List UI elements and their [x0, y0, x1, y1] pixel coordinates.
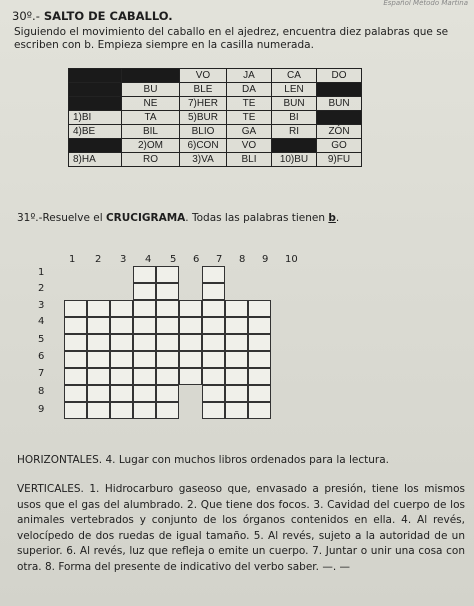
crossword-cell[interactable] [156, 385, 179, 402]
crossword-row-number: 7 [38, 368, 45, 379]
crossword-cell[interactable] [248, 300, 271, 317]
knight-table-dark-cell [69, 139, 122, 153]
verticales-text: 1. Hidrocarburo gaseoso que, envasado a presión, tiene los mismos usos que el gas del alumbrado. 2. Que tiene dos focos. 3. Cavidad del cuerpo de los animales vertebrados y conjunto de los órganos contenidos en ella. 4. Al revés, velocípedo de dos ruedas de igual tamaño. 5. Al revés, sujeto a la autoridad de un superior. 6. Al revés, luz que refleja o emite un cuerpo. 7. Juntar o unir una cosa con otra. 8. Forma del presente de indicativo del verbo saber. —. — [17, 483, 465, 573]
crossword-cell[interactable] [248, 368, 271, 385]
crossword-cell[interactable] [248, 317, 271, 334]
knight-table-cell: ZÓN [317, 125, 362, 139]
crossword-cell[interactable] [225, 300, 248, 317]
knight-table-cell: TA [122, 111, 180, 125]
crossword-cell[interactable] [87, 368, 110, 385]
crossword-cell[interactable] [64, 385, 87, 402]
crossword-cell[interactable] [225, 368, 248, 385]
knight-table-cell: JA [227, 69, 272, 83]
knight-table-cell: BUN [317, 97, 362, 111]
knight-table-row [69, 69, 362, 83]
crossword-column-number: 4 [145, 254, 152, 265]
knight-table-cell: NE [122, 97, 180, 111]
knight-table-cell: 2)OM [122, 139, 180, 153]
crossword-cell[interactable] [133, 402, 156, 419]
knight-table-cell: BU [122, 83, 180, 97]
crossword-row-number: 3 [38, 300, 45, 311]
crossword-column-numbers [0, 254, 474, 268]
knight-table-cell: LEN [272, 83, 317, 97]
knight-table-cell: RO [122, 153, 180, 167]
crossword-cell[interactable] [110, 368, 133, 385]
crossword-column-number: 6 [193, 254, 200, 265]
knight-table-row [69, 111, 362, 125]
crossword-column-number: 9 [262, 254, 269, 265]
knight-table-cell: 6)CON [180, 139, 227, 153]
crossword-cell[interactable] [248, 385, 271, 402]
crossword-cell[interactable] [64, 334, 87, 351]
knight-table-row [69, 153, 362, 167]
crossword-cell[interactable] [156, 317, 179, 334]
crossword-column-number: 2 [95, 254, 102, 265]
knight-table-cell: 10)BU [272, 153, 317, 167]
crossword-cell[interactable] [156, 334, 179, 351]
knight-table-dark-cell [69, 97, 122, 111]
crossword-row-number: 8 [38, 386, 45, 397]
crossword-cell[interactable] [179, 300, 202, 317]
knight-move-table [68, 68, 362, 167]
crossword-column-number: 5 [170, 254, 177, 265]
crossword-cell[interactable] [133, 334, 156, 351]
knight-table-cell: TE [227, 111, 272, 125]
crossword-column-number: 7 [216, 254, 223, 265]
crossword-cell[interactable] [156, 283, 179, 300]
horizontales-label: HORIZONTALES. [17, 454, 103, 466]
crossword-cell[interactable] [110, 334, 133, 351]
crossword-cell[interactable] [179, 351, 202, 368]
crossword-cell[interactable] [202, 300, 225, 317]
knight-table-cell: BUN [272, 97, 317, 111]
crossword-cell[interactable] [202, 385, 225, 402]
crossword-cell[interactable] [133, 385, 156, 402]
crossword-row-number: 4 [38, 316, 45, 327]
knight-table-cell: TE [227, 97, 272, 111]
knight-table-dark-cell [317, 111, 362, 125]
knight-table-cell: BIL [122, 125, 180, 139]
crossword-cell[interactable] [110, 385, 133, 402]
exercise-31-keyword: CRUCIGRAMA [105, 212, 186, 224]
crossword-cell[interactable] [156, 402, 179, 419]
exercise-30-heading [12, 9, 173, 23]
knight-table-cell: RI [272, 125, 317, 139]
crossword-row-number: 5 [38, 334, 45, 345]
exercise-31-heading [17, 212, 339, 224]
crossword-cell[interactable] [87, 317, 110, 334]
crossword-cell[interactable] [87, 402, 110, 419]
crossword-cell[interactable] [64, 317, 87, 334]
crossword-cell[interactable] [64, 351, 87, 368]
horizontal-clues [17, 454, 467, 466]
knight-table-cell: GO [317, 139, 362, 153]
crossword-cell[interactable] [225, 334, 248, 351]
crossword-cell[interactable] [156, 368, 179, 385]
knight-table-row [69, 97, 362, 111]
knight-table-cell: GA [227, 125, 272, 139]
crossword-cell[interactable] [133, 351, 156, 368]
exercise-30-number: 30º.- [12, 9, 40, 23]
crossword-cell[interactable] [110, 300, 133, 317]
knight-table-cell: DO [317, 69, 362, 83]
crossword-row-number: 2 [38, 283, 45, 294]
crossword-cell[interactable] [248, 334, 271, 351]
crossword-cell[interactable] [64, 300, 87, 317]
crossword-cell[interactable] [225, 402, 248, 419]
crossword-column-number: 10 [285, 254, 298, 265]
crossword-cell[interactable] [179, 317, 202, 334]
crossword-column-number: 1 [69, 254, 76, 265]
exercise-31-text-pre: Resuelve el [42, 212, 106, 224]
knight-table-cell: 7)HER [180, 97, 227, 111]
knight-table-dark-cell [122, 69, 180, 83]
knight-table-cell: 3)VA [180, 153, 227, 167]
crossword-cell[interactable] [202, 283, 225, 300]
header-note: Español Método Martina [383, 0, 468, 7]
knight-table-cell: 4)BE [69, 125, 122, 139]
crossword-cell[interactable] [225, 351, 248, 368]
knight-table-cell: 8)HA [69, 153, 122, 167]
knight-table-row [69, 83, 362, 97]
crossword-cell[interactable] [156, 266, 179, 283]
knight-table-cell: BLE [180, 83, 227, 97]
crossword-cell[interactable] [202, 402, 225, 419]
knight-table-cell: 1)BI [69, 111, 122, 125]
verticales-label: VERTICALES. [17, 483, 84, 495]
crossword-cell[interactable] [202, 351, 225, 368]
exercise-31-number: 31º.- [17, 212, 43, 224]
crossword-cell[interactable] [248, 402, 271, 419]
crossword-cell[interactable] [87, 351, 110, 368]
exercise-31-end: . [335, 212, 340, 224]
knight-table-dark-cell [317, 83, 362, 97]
crossword-cell[interactable] [133, 368, 156, 385]
crossword-cell[interactable] [179, 368, 202, 385]
crossword-cell[interactable] [156, 300, 179, 317]
knight-table-cell: CA [272, 69, 317, 83]
crossword-cell[interactable] [156, 351, 179, 368]
crossword-cell[interactable] [202, 334, 225, 351]
crossword-cell[interactable] [87, 334, 110, 351]
knight-table-cell: 5)BUR [180, 111, 227, 125]
crossword-cell[interactable] [64, 402, 87, 419]
crossword-cell[interactable] [225, 317, 248, 334]
knight-table-cell: VO [227, 139, 272, 153]
knight-table-dark-cell [272, 139, 317, 153]
crossword-cell[interactable] [133, 266, 156, 283]
crossword-cell[interactable] [87, 300, 110, 317]
exercise-31-letter: b [328, 212, 336, 224]
crossword-cell[interactable] [179, 334, 202, 351]
knight-table-cell: BLI [227, 153, 272, 167]
crossword-row-number: 9 [38, 404, 45, 415]
crossword-cell[interactable] [202, 368, 225, 385]
exercise-30-title: SALTO DE CABALLO. [43, 9, 173, 23]
knight-table-row [69, 125, 362, 139]
knight-table-dark-cell [69, 69, 122, 83]
crossword-cell[interactable] [202, 317, 225, 334]
crossword-cell[interactable] [64, 368, 87, 385]
horizontales-text: 4. Lugar con muchos libros ordenados para la lectura. [105, 454, 390, 466]
crossword-column-number: 8 [239, 254, 246, 265]
crossword-cell[interactable] [110, 317, 133, 334]
crossword-cell[interactable] [225, 385, 248, 402]
exercise-30-instructions: Siguiendo el movimiento del caballo en el ajedrez, encuentra diez palabras que se escriben con b. Empieza siempre en la casilla numerada. [14, 26, 449, 51]
crossword-cell[interactable] [202, 266, 225, 283]
knight-table-cell: 9)FU [317, 153, 362, 167]
exercise-31-text-post: . Todas las palabras tienen [185, 212, 329, 224]
crossword-column-number: 3 [120, 254, 127, 265]
knight-table-dark-cell [69, 83, 122, 97]
crossword-cell[interactable] [110, 351, 133, 368]
crossword-cell[interactable] [133, 317, 156, 334]
crossword-cell[interactable] [110, 402, 133, 419]
crossword-cell[interactable] [87, 385, 110, 402]
crossword-row-number: 6 [38, 351, 45, 362]
crossword-cell[interactable] [248, 351, 271, 368]
knight-table-row [69, 139, 362, 153]
knight-table-cell: BI [272, 111, 317, 125]
vertical-clues [17, 482, 465, 576]
knight-table-cell: VO [180, 69, 227, 83]
crossword-row-number: 1 [38, 267, 45, 278]
crossword-cell[interactable] [133, 300, 156, 317]
crossword-cell[interactable] [133, 283, 156, 300]
knight-table-cell: DA [227, 83, 272, 97]
knight-table-cell: BLIO [180, 125, 227, 139]
